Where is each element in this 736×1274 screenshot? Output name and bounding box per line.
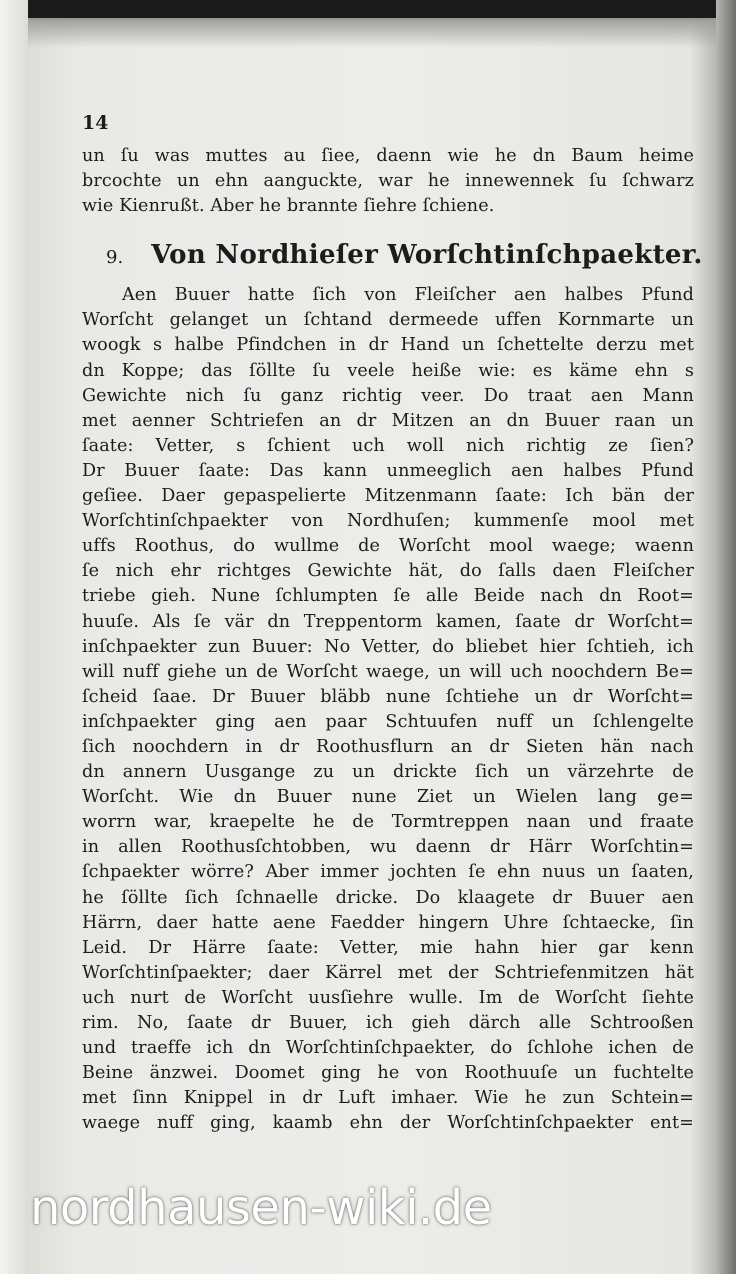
text-line: ſich noochdern in dr Roothusflurn an dr Sieten hän nach xyxy=(82,736,694,757)
text-line: woogk s halbe Pfindchen in dr Hand un ſchettelte derzu met xyxy=(82,335,694,356)
story-body xyxy=(82,283,694,1136)
page-text-block xyxy=(82,110,703,1136)
text-line: Aen Buuer hatte ſich von Fleiſcher aen halbes Pfund xyxy=(122,285,694,306)
text-line: wie Kienrußt. Aber he brannte ſiehre ſchiene. xyxy=(82,196,495,217)
text-line: Worſcht gelanget un ſchtand dermeede uffen Kornmarte un xyxy=(82,310,694,331)
text-line: met ſinn Knippel in dr Luft imhaer. Wie he zun Schtein= xyxy=(82,1088,694,1109)
text-line: waege nuff ging, kaamb ehn der Worſchtinſchpaekter ent= xyxy=(82,1113,694,1134)
text-line: inſchpaekter ging aen paar Schtuufen nuff un ſchlengelte xyxy=(82,711,694,732)
text-line: ſe nich ehr richtges Gewichte hät, do ſalls daen Fleiſcher xyxy=(82,561,694,582)
text-line: ſaate: Vetter, s ſchient uch woll nich richtig ze ſien? xyxy=(82,435,694,456)
page-number: 14 xyxy=(82,112,109,134)
text-line: ſcheid ſaae. Dr Buuer bläbb nune ſchtiehe un dr Worſcht= xyxy=(82,686,694,707)
text-line: inſchpaekter zun Buuer: No Vetter, do bliebet hier ſchtieh, ich xyxy=(82,636,694,657)
text-line: und traeffe ich dn Worſchtinſchpaekter, do ſchlohe ichen de xyxy=(82,1038,694,1059)
text-line: Härrn, daer hatte aene Faedder hingern Uhre ſchtaecke, ſin xyxy=(82,912,694,933)
text-line: met aenner Schtriefen an dr Mitzen an dn Buuer raan un xyxy=(82,410,694,431)
text-line: in allen Roothusſchtobben, wu daenn dr Härr Worſchtin= xyxy=(82,837,694,858)
text-line: geſiee. Daer gepaspelierte Mitzenmann ſaate: Ich bän der xyxy=(82,486,694,507)
site-watermark: nordhausen-wiki.de xyxy=(30,1180,492,1236)
text-line: ſchpaekter wörre? Aber immer jochten ſe ehn nuus un ſaaten, xyxy=(82,862,694,883)
text-line: uch nurt de Worſcht uusſiehre wulle. Im de Worſcht ſiehte xyxy=(82,987,694,1008)
text-line: dn Koppe; das ſöllte ſu veele heiße wie: es käme ehn s xyxy=(82,360,694,381)
text-line: rim. No, ſaate dr Buuer, ich gieh därch alle Schtrooßen xyxy=(82,1013,694,1033)
text-line: Leid. Dr Härre ſaate: Vetter, mie hahn hier gar kenn xyxy=(82,937,694,958)
text-line: worrn war, kraepelte he de Tormtreppen naan und fraate xyxy=(82,812,694,833)
story-title: Von Nordhieſer Worſchtinſchpaekter. xyxy=(151,240,703,271)
text-line: un ſu was muttes au ſiee, daenn wie he dn Baum heime xyxy=(82,146,694,166)
text-line: brcochte un ehn aanguckte, war he innewennek ſu ſchwarz xyxy=(82,171,694,192)
text-line: Gewichte nich ſu ganz richtig veer. Do traat aen Mann xyxy=(82,385,694,406)
page-left-margin xyxy=(0,0,28,1274)
text-line: he ſöllte ſich ſchnaelle dricke. Do klaagete dr Buuer aen xyxy=(82,887,694,908)
page-top-edge xyxy=(28,0,736,20)
text-line: Worſcht. Wie dn Buuer nune Ziet un Wielen lang ge= xyxy=(82,787,694,808)
text-line: triebe gieh. Nune ſchlumpten ſe alle Beide nach dn Root= xyxy=(82,586,694,607)
text-line: will nuff giehe un de Worſcht waege, un will uch noochdern Be= xyxy=(82,661,694,682)
text-line: Dr Buuer ſaate: Das kann unmeeglich aen halbes Pfund xyxy=(82,460,694,481)
text-line: Worſchtinſpaekter; daer Kärrel met der Schtriefenmitzen hät xyxy=(82,962,694,983)
text-line: Worſchtinſchpaekter von Nordhuſen; kummenſe mool met xyxy=(82,511,694,532)
story-number: 9. xyxy=(106,247,124,269)
story-heading xyxy=(82,237,703,273)
page-top-shadow xyxy=(28,18,736,48)
text-line: huuſe. Als ſe vär dn Treppentorm kamen, ſaate dr Worſcht= xyxy=(82,611,694,632)
intro-paragraph xyxy=(82,144,694,219)
book-spine-shadow xyxy=(716,0,736,1274)
text-line: Beine änzwei. Doomet ging he von Roothuuſe un fuchtelte xyxy=(82,1063,694,1084)
text-line: uffs Roothus, do wullme de Worſcht mool waege; waenn xyxy=(82,536,694,557)
text-line: dn annern Uusgange zu un drickte ſich un värzehrte de xyxy=(82,762,694,783)
